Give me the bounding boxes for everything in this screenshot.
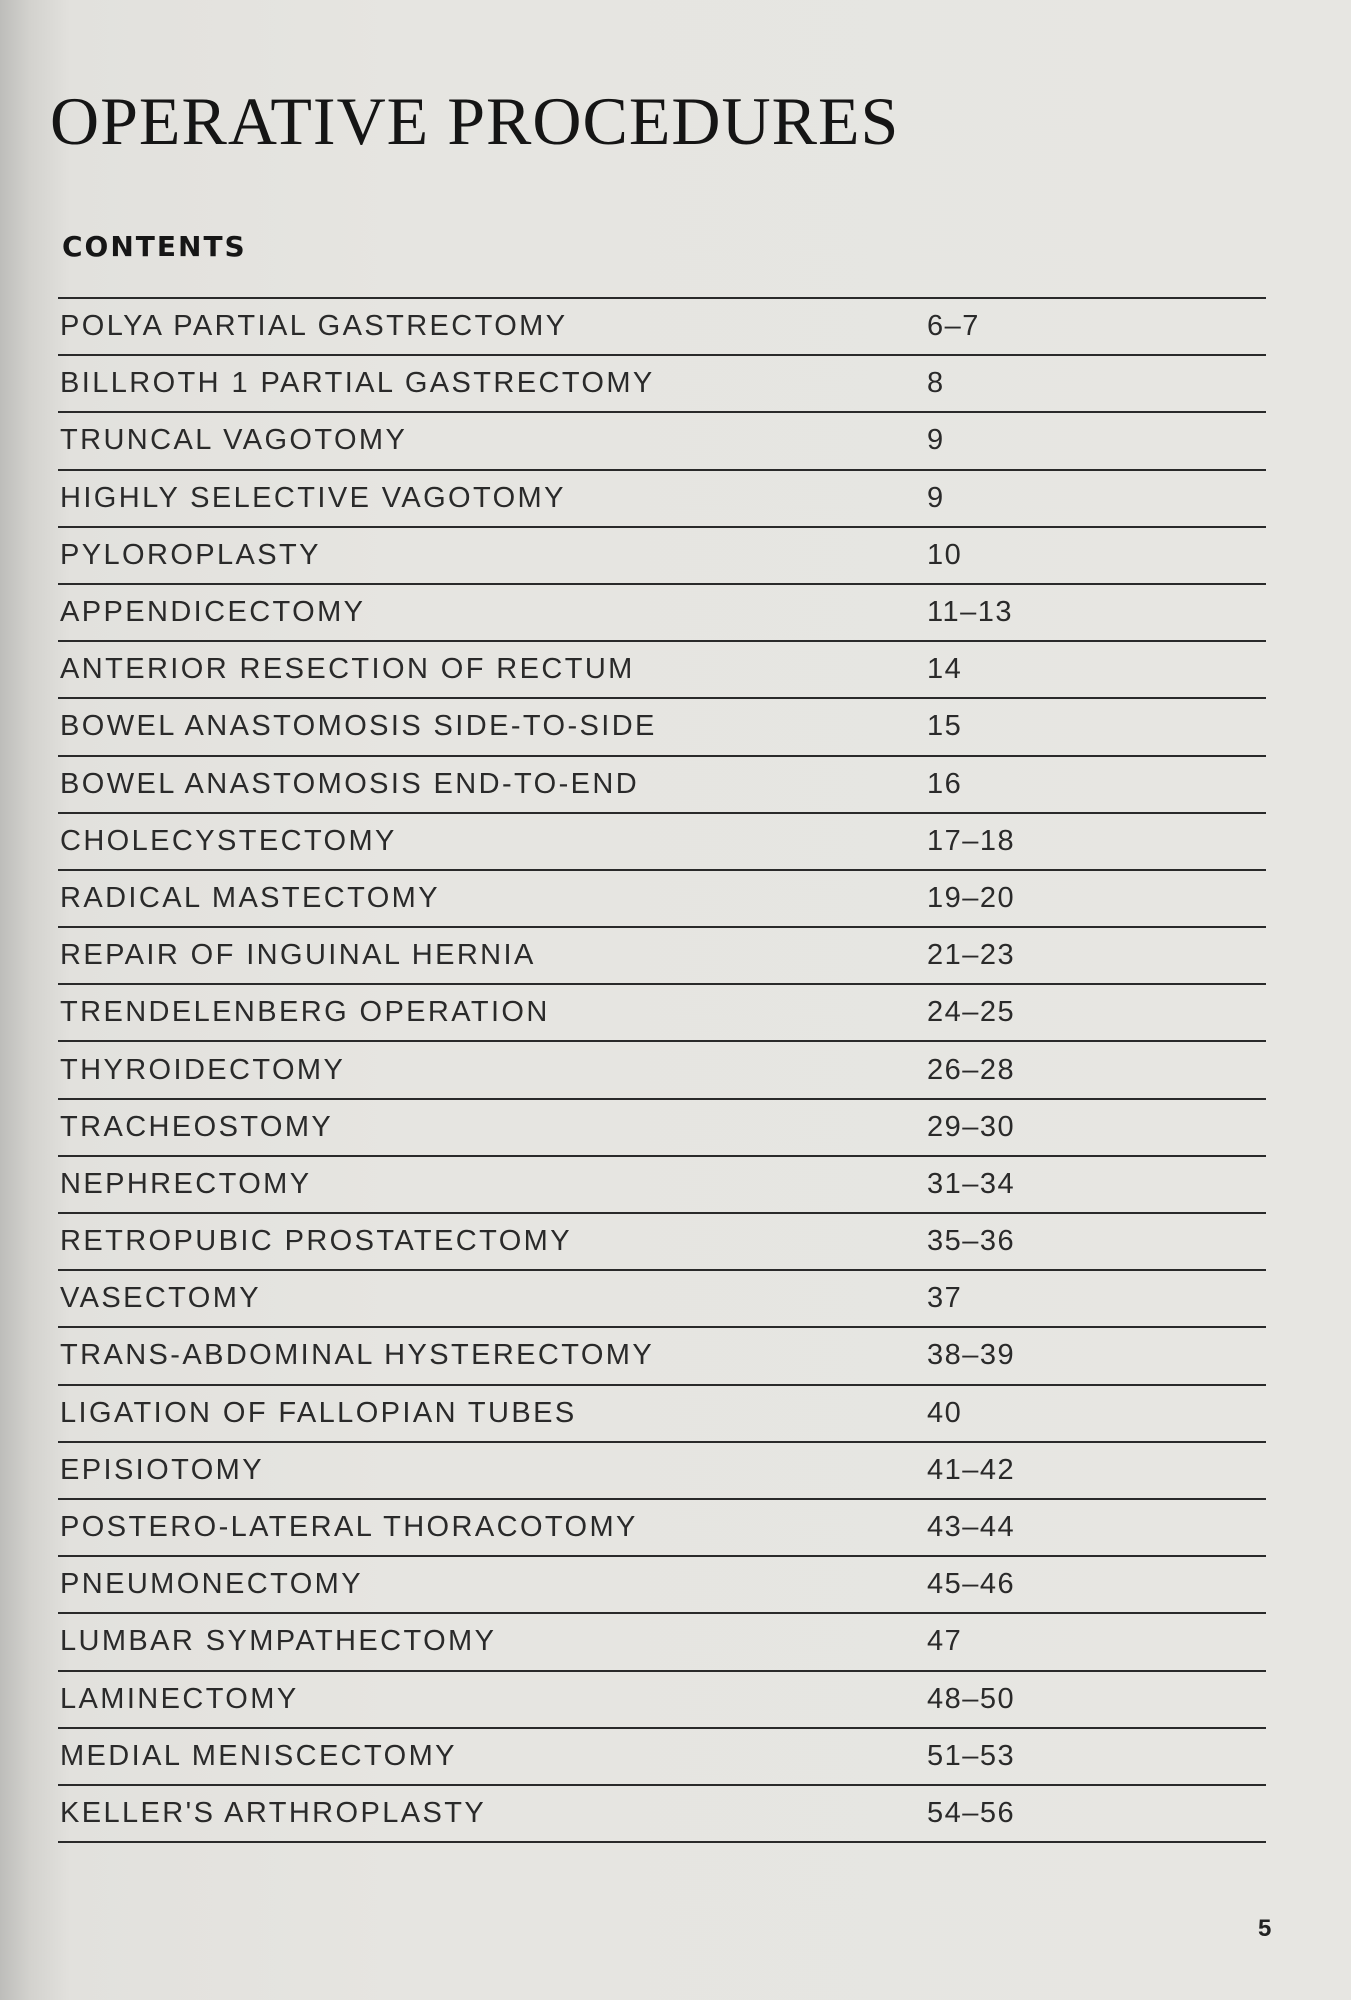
- toc-entry-title: ANTERIOR RESECTION OF RECTUM: [60, 653, 635, 686]
- toc-entry-pages: 19–20: [927, 881, 1016, 914]
- toc-row: [58, 1328, 1266, 1385]
- toc-row: [58, 985, 1266, 1042]
- toc-row: [58, 928, 1266, 985]
- toc-entry-pages: 15: [927, 710, 963, 743]
- toc-entry-title: RADICAL MASTECTOMY: [60, 881, 440, 914]
- toc-entry-pages: 10: [927, 538, 963, 571]
- toc-entry-title: MEDIAL MENISCECTOMY: [60, 1739, 457, 1772]
- toc-row: [58, 1214, 1266, 1271]
- toc-entry-title: REPAIR OF INGUINAL HERNIA: [60, 939, 536, 972]
- toc-entry-pages: 47: [927, 1625, 963, 1658]
- toc-row: [58, 699, 1266, 756]
- toc-entry-title: HIGHLY SELECTIVE VAGOTOMY: [60, 481, 566, 514]
- toc-row: [58, 471, 1266, 528]
- toc-entry-pages: 51–53: [927, 1739, 1016, 1772]
- toc-entry-title: TRUNCAL VAGOTOMY: [60, 424, 408, 457]
- toc-entry-title: THYROIDECTOMY: [60, 1053, 346, 1086]
- toc-entry-pages: 29–30: [927, 1110, 1016, 1143]
- toc-entry-title: TRACHEOSTOMY: [60, 1110, 334, 1143]
- toc-row: [58, 757, 1266, 814]
- toc-entry-title: TRENDELENBERG OPERATION: [60, 996, 550, 1029]
- toc-row: [58, 585, 1266, 642]
- toc-entry-pages: 31–34: [927, 1167, 1016, 1200]
- toc-entry-title: CHOLECYSTECTOMY: [60, 824, 397, 857]
- toc-entry-pages: 14: [927, 653, 963, 686]
- toc-row: [58, 1500, 1266, 1557]
- toc-entry-title: KELLER'S ARTHROPLASTY: [60, 1796, 487, 1829]
- page-number: 5: [1258, 1915, 1272, 1942]
- toc-entry-title: LUMBAR SYMPATHECTOMY: [60, 1625, 497, 1658]
- toc-entry-title: EPISIOTOMY: [60, 1453, 264, 1486]
- toc-entry-pages: 35–36: [927, 1225, 1016, 1258]
- toc-row: [58, 299, 1266, 356]
- toc-row: [58, 413, 1266, 470]
- toc-row: [58, 1729, 1266, 1786]
- toc-entry-pages: 48–50: [927, 1682, 1016, 1715]
- toc-entry-pages: 40: [927, 1396, 963, 1429]
- toc-entry-pages: 37: [927, 1282, 963, 1315]
- toc-row: [58, 1271, 1266, 1328]
- toc-entry-pages: 9: [927, 424, 945, 457]
- toc-entry-pages: 8: [927, 367, 945, 400]
- toc-entry-title: BOWEL ANASTOMOSIS SIDE-TO-SIDE: [60, 710, 657, 743]
- toc-row: [58, 814, 1266, 871]
- toc-entry-pages: 17–18: [927, 824, 1016, 857]
- toc-entry-title: NEPHRECTOMY: [60, 1167, 312, 1200]
- toc-entry-title: VASECTOMY: [60, 1282, 262, 1315]
- page-title: OPERATIVE PROCEDURES: [50, 83, 900, 159]
- toc-entry-pages: 21–23: [927, 939, 1016, 972]
- contents-heading: CONTENTS: [62, 230, 247, 263]
- toc-entry-title: POLYA PARTIAL GASTRECTOMY: [60, 310, 568, 343]
- toc-entry-title: PYLOROPLASTY: [60, 538, 321, 571]
- toc-entry-pages: 16: [927, 767, 963, 800]
- toc-entry-pages: 11–13: [927, 596, 1013, 629]
- toc-entry-pages: 6–7: [927, 310, 980, 343]
- table-of-contents: [58, 297, 1266, 1843]
- toc-entry-pages: 26–28: [927, 1053, 1016, 1086]
- toc-row: [58, 1614, 1266, 1671]
- toc-entry-pages: 45–46: [927, 1568, 1016, 1601]
- toc-row: [58, 1672, 1266, 1729]
- toc-row: [58, 642, 1266, 699]
- toc-entry-title: POSTERO-LATERAL THORACOTOMY: [60, 1511, 638, 1544]
- toc-row: [58, 1443, 1266, 1500]
- toc-row: [58, 1786, 1266, 1843]
- toc-entry-pages: 38–39: [927, 1339, 1016, 1372]
- toc-row: [58, 1557, 1266, 1614]
- toc-entry-pages: 41–42: [927, 1453, 1016, 1486]
- toc-row: [58, 1042, 1266, 1099]
- toc-entry-title: BILLROTH 1 PARTIAL GASTRECTOMY: [60, 367, 655, 400]
- toc-entry-title: PNEUMONECTOMY: [60, 1568, 363, 1601]
- toc-row: [58, 1157, 1266, 1214]
- toc-entry-pages: 24–25: [927, 996, 1016, 1029]
- toc-entry-title: TRANS-ABDOMINAL HYSTERECTOMY: [60, 1339, 655, 1372]
- toc-entry-pages: 9: [927, 481, 945, 514]
- toc-entry-title: APPENDICECTOMY: [60, 596, 366, 629]
- toc-row: [58, 528, 1266, 585]
- toc-entry-pages: 54–56: [927, 1796, 1016, 1829]
- toc-entry-title: LIGATION OF FALLOPIAN TUBES: [60, 1396, 577, 1429]
- toc-entry-title: BOWEL ANASTOMOSIS END-TO-END: [60, 767, 640, 800]
- toc-row: [58, 871, 1266, 928]
- toc-entry-pages: 43–44: [927, 1511, 1016, 1544]
- toc-entry-title: LAMINECTOMY: [60, 1682, 299, 1715]
- toc-row: [58, 1386, 1266, 1443]
- toc-row: [58, 356, 1266, 413]
- toc-entry-title: RETROPUBIC PROSTATECTOMY: [60, 1225, 572, 1258]
- toc-row: [58, 1100, 1266, 1157]
